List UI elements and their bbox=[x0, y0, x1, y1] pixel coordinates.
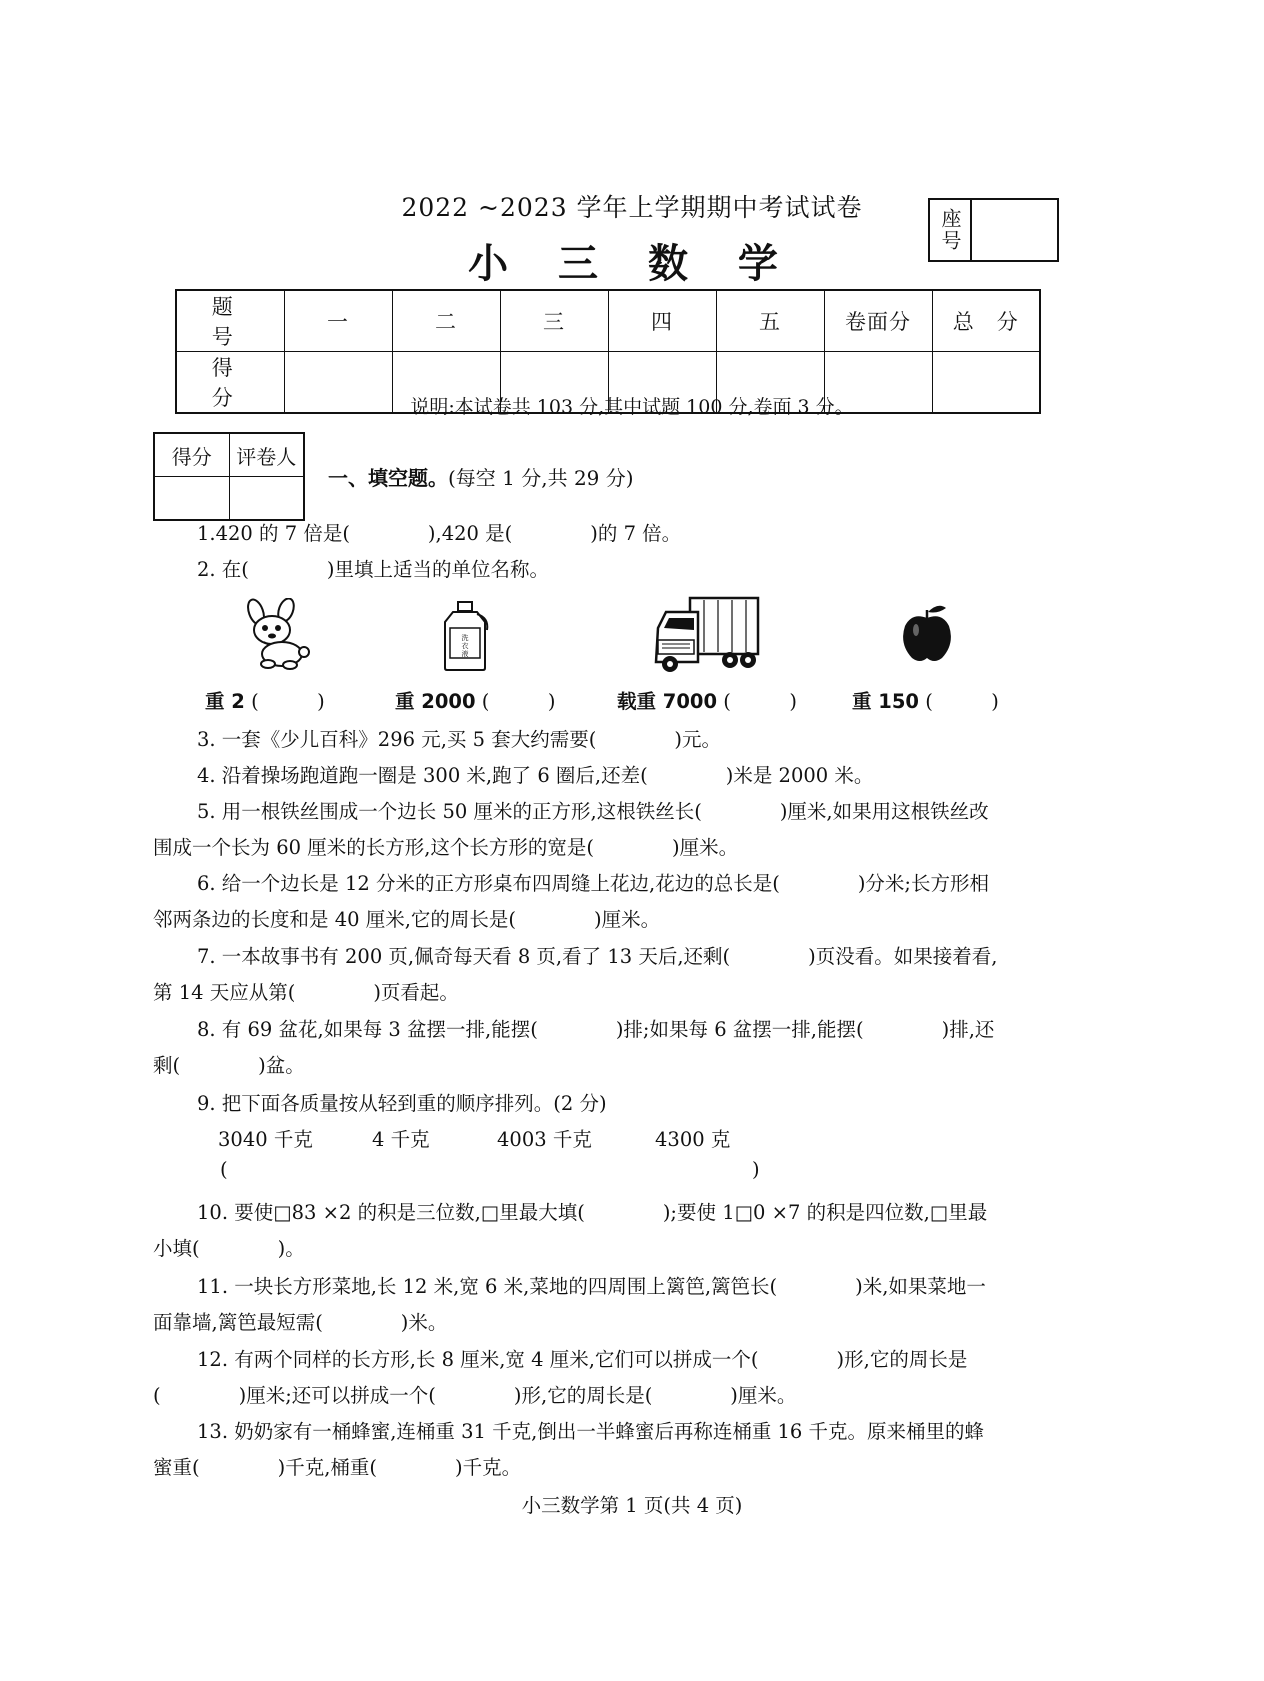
question-7: 7. 一本故事书有 200 页,佩奇每天看 8 页,看了 13 天后,还剩( )页没看。如果接着看, 第 14 天应从第( )页看起。 bbox=[153, 945, 998, 1004]
mass-item: 3040 千克 bbox=[218, 1128, 313, 1151]
grader-name-cell[interactable] bbox=[229, 477, 304, 521]
grader-score-cell[interactable] bbox=[154, 477, 229, 521]
page-footer: 小三数学第 1 页(共 4 页) bbox=[521, 1494, 743, 1517]
truck-icon bbox=[652, 594, 762, 676]
weight-item-apple: 重 150 ( ) bbox=[852, 690, 999, 713]
question-2: 2. 在( )里填上适当的单位名称。 bbox=[197, 558, 550, 581]
question-9: 9. 把下面各质量按从轻到重的顺序排列。(2 分) bbox=[197, 1092, 607, 1115]
bottle-label-text: 洗 bbox=[461, 634, 469, 642]
score-header-cell: 三 bbox=[500, 290, 608, 352]
answer-blank[interactable]: ( ) bbox=[251, 690, 325, 713]
question-13: 13. 奶奶家有一桶蜂蜜,连桶重 31 千克,倒出一半蜂蜜后再称连桶重 16 千克。原来桶里的蜂 蜜重( )千克,桶重( )千克。 bbox=[153, 1420, 985, 1479]
right-paren: ) bbox=[752, 1158, 760, 1181]
left-paren: ( bbox=[220, 1158, 228, 1181]
answer-blank[interactable]: ( ) bbox=[925, 690, 999, 713]
question-8: 8. 有 69 盆花,如果每 3 盆摆一排,能摆( )排;如果每 6 盆摆一排,能摆( )排,还 剩( )盆。 bbox=[153, 1018, 995, 1077]
question-12: 12. 有两个同样的长方形,长 8 厘米,宽 4 厘米,它们可以拼成一个( )形,它的周长是 ( )厘米;还可以拼成一个( )形,它的周长是( )厘米。 bbox=[153, 1348, 968, 1407]
grader-name-label: 评卷人 bbox=[229, 433, 304, 477]
seat-label: 座号 bbox=[930, 200, 972, 260]
grader-score-label: 得分 bbox=[154, 433, 229, 477]
exam-title: 2022 ~2023 学年上学期期中考试试卷 bbox=[401, 193, 863, 222]
seat-number-field[interactable] bbox=[972, 200, 1057, 260]
score-header-cell: 题 号 bbox=[176, 290, 284, 352]
question-3: 3. 一套《少儿百科》296 元,买 5 套大约需要( )元。 bbox=[197, 728, 721, 751]
answer-blank[interactable]: ( ) bbox=[481, 690, 556, 713]
detergent-bottle-icon bbox=[441, 600, 493, 672]
question-4: 4. 沿着操场跑道跑一圈是 300 米,跑了 6 圈后,还差( )米是 2000 米。 bbox=[197, 764, 874, 787]
answer-blank[interactable]: ( ) bbox=[723, 690, 797, 713]
rabbit-icon bbox=[242, 598, 312, 670]
svg-text:液: 液 bbox=[461, 650, 469, 658]
score-header-cell: 二 bbox=[392, 290, 500, 352]
question-5: 5. 用一根铁丝围成一个边长 50 厘米的正方形,这根铁丝长( )厘米,如果用这根铁丝改 围成一个长为 60 厘米的长方形,这个长方形的宽是( )厘米。 bbox=[153, 800, 989, 859]
svg-text:衣: 衣 bbox=[461, 642, 469, 650]
subject-title: 小 三 数 学 bbox=[468, 240, 796, 287]
weight-item-rabbit: 重 2 ( ) bbox=[205, 690, 325, 713]
weight-item-detergent: 重 2000 ( ) bbox=[395, 690, 556, 713]
grader-box bbox=[153, 432, 305, 521]
score-header-cell: 一 bbox=[284, 290, 392, 352]
section-1-points: (每空 1 分,共 29 分) bbox=[448, 466, 634, 490]
score-header-cell: 总 分 bbox=[932, 290, 1040, 352]
mass-item: 4003 千克 bbox=[497, 1128, 592, 1151]
mass-item: 4300 克 bbox=[655, 1128, 731, 1151]
question-6: 6. 给一个边长是 12 分米的正方形桌布四周缝上花边,花边的总长是( )分米;长方形相 邻两条边的长度和是 40 厘米,它的周长是( )厘米。 bbox=[153, 872, 989, 931]
question-10: 10. 要使□83 ×2 的积是三位数,□里最大填( );要使 1□0 ×7 的积是四位数,□里最 小填( )。 bbox=[153, 1201, 988, 1260]
exam-note: 说明:本试卷共 103 分,其中试题 100 分,卷面 3 分。 bbox=[410, 396, 854, 418]
seat-number-box bbox=[928, 198, 1059, 262]
section-1-title bbox=[328, 462, 634, 491]
question-11: 11. 一块长方形菜地,长 12 米,宽 6 米,菜地的四周围上篱笆,篱笆长( )米,如果菜地一 面靠墙,篱笆最短需( )米。 bbox=[153, 1275, 986, 1334]
score-table-header-row bbox=[176, 290, 1040, 352]
section-1-heading: 一、填空题。 bbox=[328, 466, 448, 490]
score-header-cell: 四 bbox=[608, 290, 716, 352]
question-1: 1.420 的 7 倍是( ),420 是( )的 7 倍。 bbox=[197, 522, 682, 545]
weight-item-truck: 载重 7000 ( ) bbox=[617, 690, 797, 713]
apple-icon bbox=[900, 602, 954, 664]
score-row-label: 得 分 bbox=[176, 352, 284, 414]
mass-item: 4 千克 bbox=[372, 1128, 430, 1151]
score-header-cell: 卷面分 bbox=[824, 290, 932, 352]
score-header-cell: 五 bbox=[716, 290, 824, 352]
